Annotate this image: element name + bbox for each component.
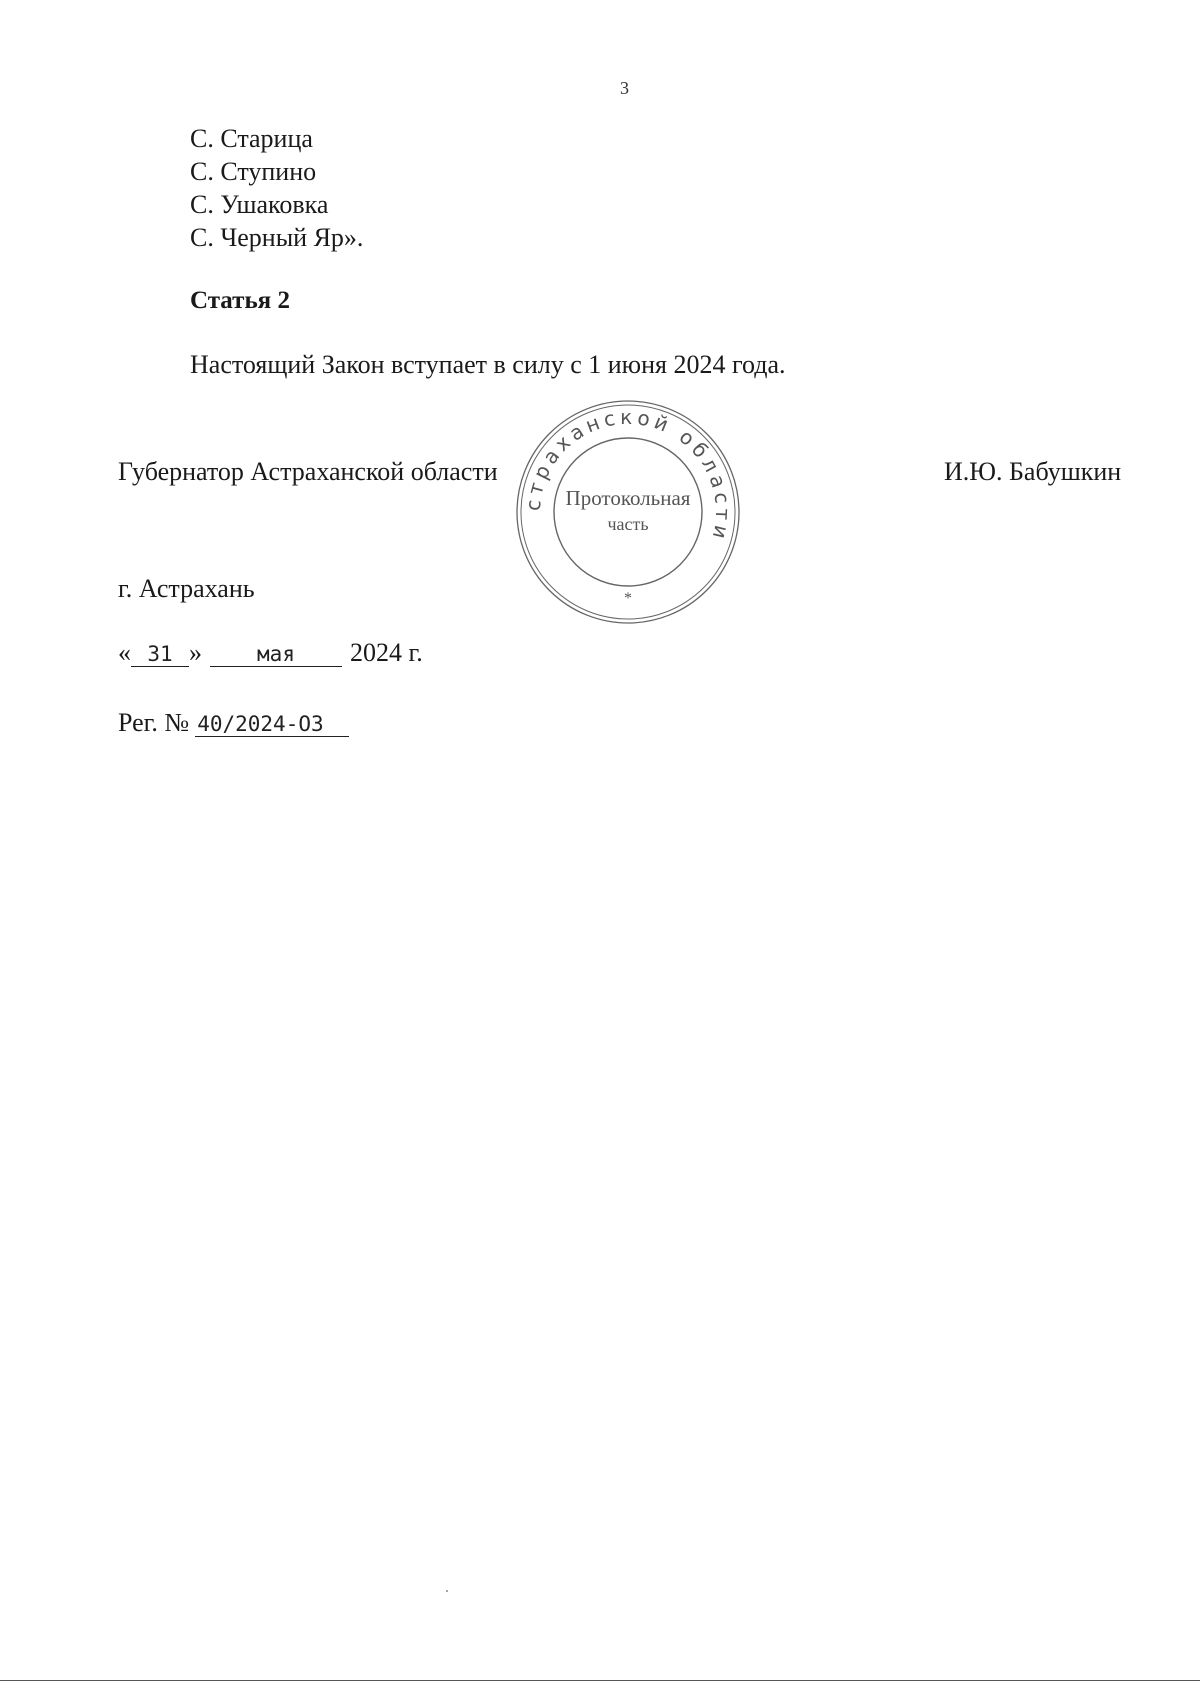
page-number: 3: [620, 78, 629, 98]
date-open-quote: «: [118, 638, 131, 667]
date-close-quote: »: [189, 638, 202, 667]
date-year: 2024 г.: [350, 638, 423, 667]
stamp-center-line: Протокольная: [565, 486, 691, 510]
list-item: С. Ушаковка: [190, 190, 329, 219]
registration-label: Рег. №: [118, 708, 190, 737]
bottom-rule: [0, 1680, 1200, 1681]
list-item: С. Старица: [190, 124, 313, 153]
date-month: мая: [210, 642, 342, 667]
list-item: С. Черный Яр».: [190, 223, 364, 252]
stamp-star-icon: *: [624, 590, 632, 607]
place-list: [190, 122, 363, 254]
article-text: Настоящий Закон вступает в силу с 1 июня 2024 года.: [190, 350, 786, 379]
signatory-name: И.Ю. Бабушкин: [944, 457, 1122, 486]
registration-number: 40/2024-ОЗ: [195, 712, 349, 737]
city: г. Астрахань: [118, 574, 255, 603]
date-day: 31: [131, 642, 189, 667]
stamp-center-line: часть: [607, 514, 649, 534]
stamp-ring-text: страханской области: [520, 404, 736, 546]
list-item: С. Ступино: [190, 157, 317, 186]
official-stamp: [514, 398, 742, 626]
scan-speck: [446, 1590, 448, 1592]
signatory-title: Губернатор Астраханской области: [118, 457, 498, 486]
stamp-center-text: [514, 485, 742, 537]
date-line: [118, 638, 423, 668]
registration-line: [118, 708, 349, 738]
article-heading: Статья 2: [190, 287, 290, 314]
